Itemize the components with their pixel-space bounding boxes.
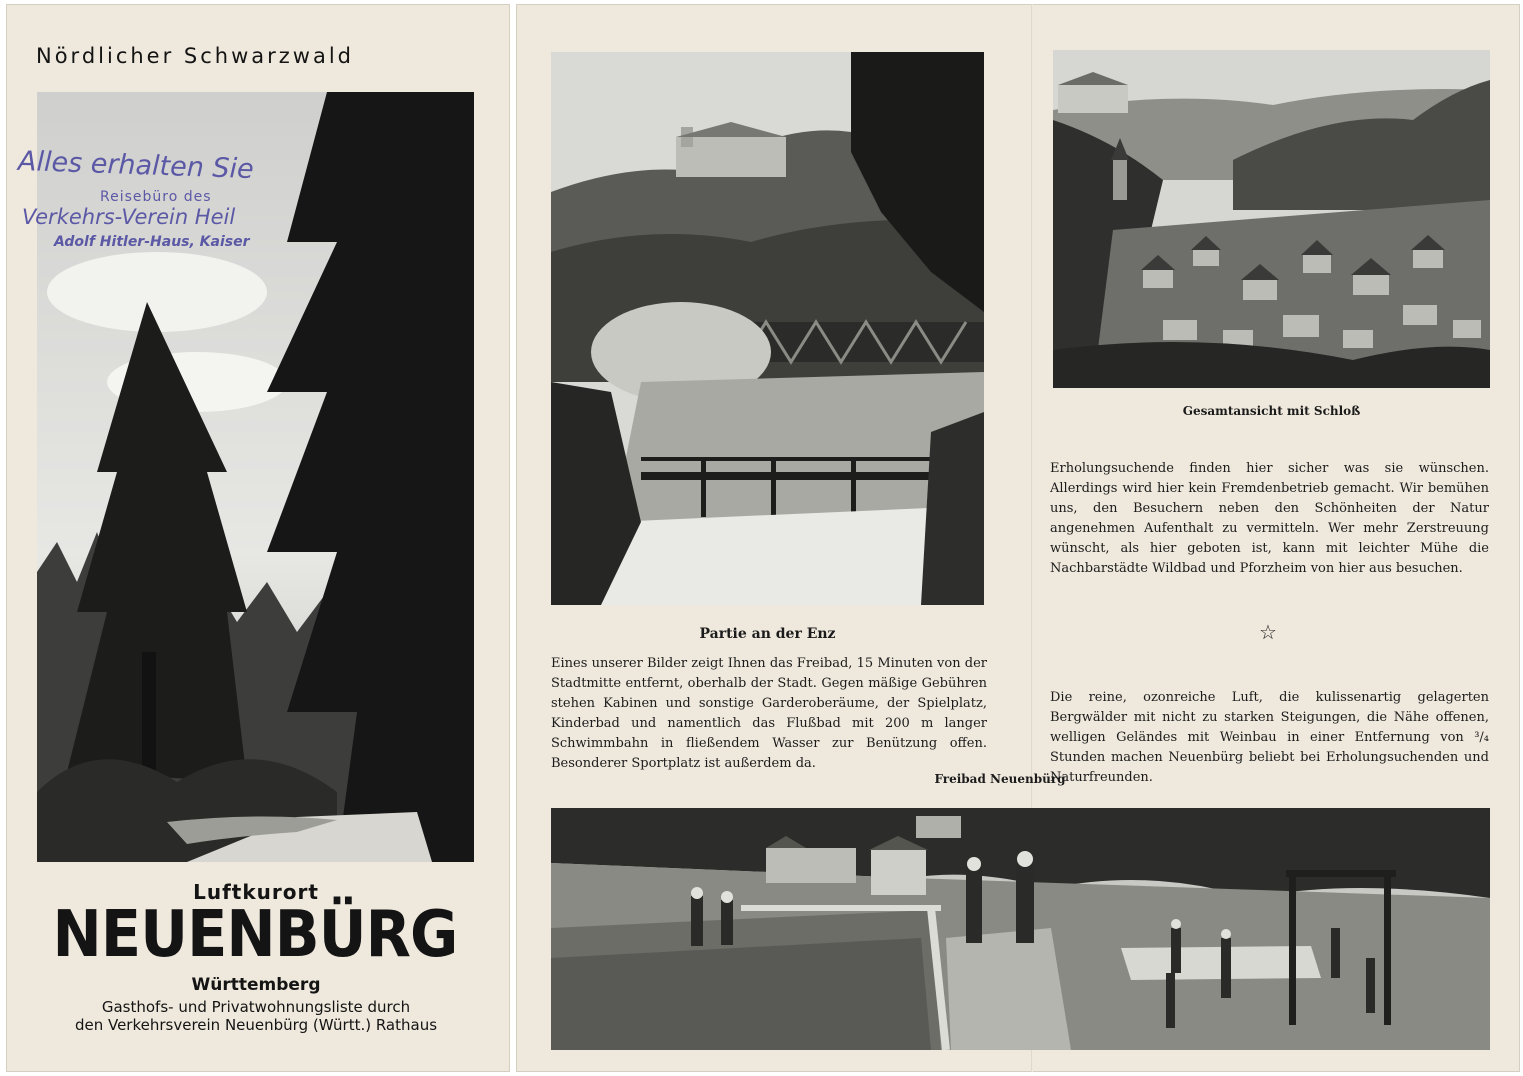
town-name: NEUENBÜRG (52, 898, 458, 972)
enz-river-photo (551, 52, 984, 605)
paragraph-pool: Eines unserer Bilder zeigt Ihnen das Freibad, 15 Minuten von der Stadtmitte entfernt, oberhalb der Stadt. Gegen mäßige Gebühren stehen Kabinen und sonstige Garderoberäume, der Spielplatz, Kinderbad und namentlich das Flußbad mit 200 m langer Schwimmbahn in fließendem Wasser zur Benützung offen. Besonderer Sportplatz ist außerdem da. (551, 656, 987, 771)
region-heading: Nördlicher Schwarzwald (36, 44, 354, 68)
star-divider: ☆ (1259, 620, 1277, 644)
town-overview-photo (1053, 50, 1490, 388)
cover-info-line-2: den Verkehrsverein Neuenbürg (Württ.) Rathaus (74, 1016, 438, 1034)
paragraph-air: Die reine, ozonreiche Luft, die kulissenartig gelagerten Bergwälder mit nicht zu starken Steigungen, die Nähe offenen, welligen Geländes mit Weinbau in einer Entfernung von ³/₄ Stunden machen Neuenbürg beliebt bei Erholungsuchenden und Naturfreunden. (1050, 690, 1489, 785)
cover-subtitle: Luftkurort (193, 880, 319, 904)
state-name: Württemberg (191, 975, 321, 995)
caption-pool: Freibad Neuenbürg (934, 772, 1066, 786)
caption-enz: Partie an der Enz (699, 626, 836, 642)
open-air-pool-photo (551, 808, 1490, 1050)
stamp-line-4: Adolf Hitler-Haus, Kaiser (54, 234, 250, 250)
stamp-line-3: Verkehrs-Verein Heil (22, 205, 236, 229)
cover-info-line-1: Gasthofs- und Privatwohnungsliste durch (101, 998, 411, 1016)
paragraph-guests: Erholungsuchende finden hier sicher was sie wünschen. Allerdings wird hier kein Fremdenbetrieb gemacht. Wir bemühen uns, den Besuchern neben den Schönheiten der Natur angenehmen Aufenthalt zu vermitteln. Wer mehr Zerstreuung wünscht, als hier geboten ist, kann mit leichter Mühe die Nachbarstädte Wildbad und Pforzheim von hier aus besuchen. (1050, 461, 1489, 576)
stamp-line-2: Reisebüro des (100, 189, 212, 205)
caption-castle: Gesamtansicht mit Schloß (1182, 404, 1361, 418)
stamp-line-1: Alles erhalten Sie (17, 145, 255, 186)
